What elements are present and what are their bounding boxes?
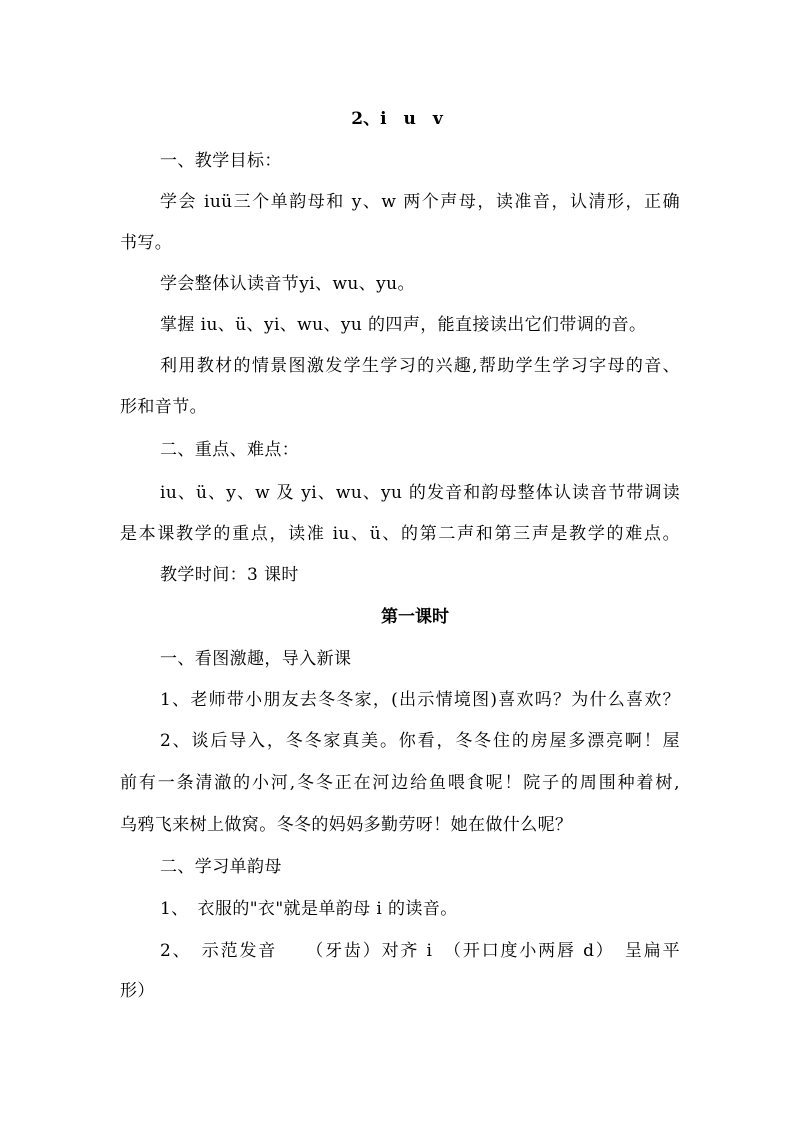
part-1-heading: 一、看图激趣，导入新课 <box>160 649 352 669</box>
objective-4-line-2: 形和音节。 <box>120 397 207 417</box>
part-2-item-2-line-1: 2、 示范发音 （牙齿）对齐 i （开口度小两唇 d） 呈扁平 <box>160 941 680 961</box>
objective-1-line-1: 学会 iuü三个单韵母和 y、w 两个声母，读准音，认清形，正确 <box>160 192 680 212</box>
part-1-item-2-line-1: 2、谈后导入，冬冬家真美。你看，冬冬住的房屋多漂亮啊！屋 <box>160 731 680 751</box>
objective-3: 掌握 iu、ü、yi、wu、yu 的四声，能直接读出它们带调的音。 <box>160 315 647 335</box>
keypoints-line-1: iu、ü、y、w 及 yi、wu、yu 的发音和韵母整体认读音节带调读 <box>160 483 680 503</box>
part-1-item-1: 1、老师带小朋友去冬冬家，(出示情境图)喜欢吗？为什么喜欢？ <box>160 690 680 710</box>
part-1-item-2-line-3: 乌鸦飞来树上做窝。冬冬的妈妈多勤劳呀！她在做什么呢？ <box>120 815 573 835</box>
page-title: 2、i u v <box>351 109 443 129</box>
part-1-item-2-line-2: 前有一条清澈的小河,冬冬正在河边给鱼喂食呢！院子的周围种着树, <box>120 773 680 793</box>
part-2-heading: 二、学习单韵母 <box>160 857 282 877</box>
part-2-item-1: 1、 衣服的"衣"就是单韵母 i 的读音。 <box>160 899 458 919</box>
lesson-heading: 第一课时 <box>381 607 449 627</box>
objective-2: 学会整体认读音节yi、wu、yu。 <box>160 274 415 294</box>
objective-4-line-1: 利用教材的情景图激发学生学习的兴趣,帮助学生学习字母的音、 <box>160 356 680 376</box>
teaching-time: 教学时间：3 课时 <box>160 565 299 585</box>
part-2-item-2-line-2: 形） <box>120 981 155 1001</box>
objective-1-line-2: 书写。 <box>120 233 173 253</box>
objectives-heading: 一、教学目标： <box>160 151 282 171</box>
keypoints-line-2: 是本课教学的重点，读准 iu、ü、的第二声和第三声是教学的难点。 <box>120 524 680 544</box>
keypoints-heading: 二、重点、难点： <box>160 440 300 460</box>
